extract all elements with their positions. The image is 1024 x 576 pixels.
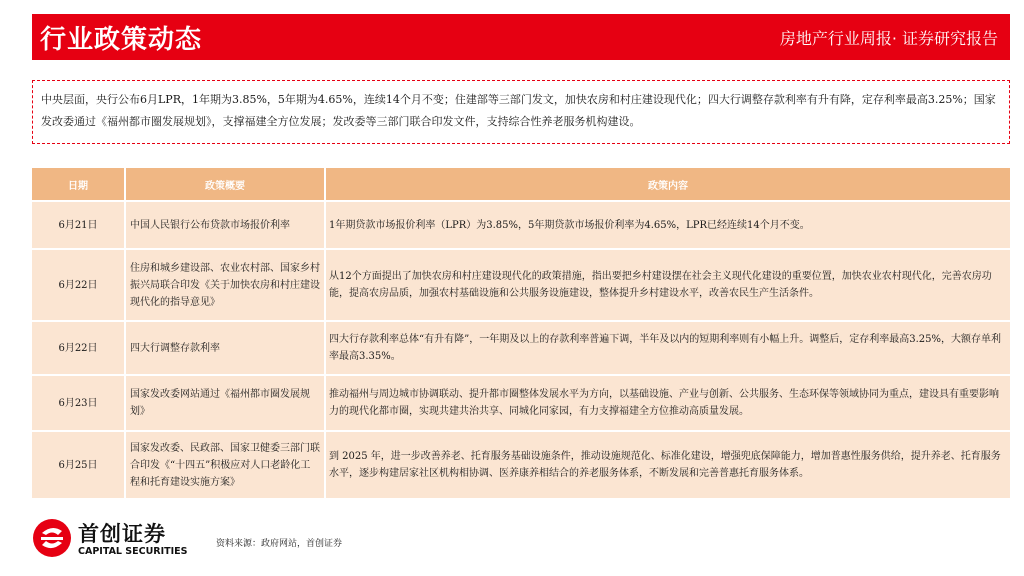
row-summary: 国家发改委网站通过《福州都市圈发展规划》 xyxy=(126,376,326,430)
page-title: 行业政策动态 xyxy=(40,24,203,55)
row-summary: 住房和城乡建设部、农业农村部、国家乡村振兴局联合印发《关于加快农房和村庄建设现代化的指导意见》 xyxy=(126,250,326,320)
row-content: 到 2025 年，进一步改善养老、托育服务基础设施条件，推动设施规范化、标准化建设，增强兜底保障能力，增加普惠性服务供给，提升养老、托育服务水平，逐步构建居家社区机构相协调、医养康养相结合的养老服务体系，不断发展和完善普惠托育服务体系。 xyxy=(326,432,1010,498)
row-content: 1年期贷款市场报价利率（LPR）为3.85%，5年期贷款市场报价利率为4.65%，LPR已经连续14个月不变。 xyxy=(326,202,1010,248)
footer xyxy=(28,514,528,562)
source-note: 资料来源：政府网站，首创证券 xyxy=(216,539,343,549)
row-content: 四大行存款利率总体“有升有降”，一年期及以上的存款利率普遍下调，半年及以内的短期利率则有小幅上升。调整后，定存利率最高3.25%，大额存单利率最高3.35%。 xyxy=(326,322,1010,374)
summary-text: 中央层面，央行公布6月LPR，1年期为3.85%，5年期为4.65%，连续14个月不变；住建部等三部门发文，加快农房和村庄建设现代化；四大行调整存款利率有升有降，定存利率最高3.25%；国家发改委通过《福州都市圈发展规划》，支撑福建全方位发展；发改委等三部门联合印发文件，支持综合性养老服务机构建设。 xyxy=(41,93,996,128)
logo-english-name: CAPITAL SECURITIES xyxy=(78,546,188,557)
table-row xyxy=(32,376,1010,430)
row-summary: 四大行调整存款利率 xyxy=(126,322,326,374)
table-row xyxy=(32,432,1010,498)
header-date: 日期 xyxy=(32,168,126,200)
row-summary: 中国人民银行公布贷款市场报价利率 xyxy=(126,202,326,248)
header-content: 政策内容 xyxy=(326,168,1010,200)
table-row xyxy=(32,322,1010,374)
table-row xyxy=(32,202,1010,248)
page-header xyxy=(32,14,1010,60)
summary-box xyxy=(32,80,1010,144)
row-summary: 国家发改委、民政部、国家卫健委三部门联合印发《“十四五”积极应对人口老龄化工程和托育建设实施方案》 xyxy=(126,432,326,498)
row-date: 6月22日 xyxy=(32,250,126,320)
report-subtitle: 房地产行业周报· 证券研究报告 xyxy=(779,28,998,48)
row-date: 6月21日 xyxy=(32,202,126,248)
policy-table xyxy=(32,166,1010,500)
table-row xyxy=(32,250,1010,320)
row-date: 6月22日 xyxy=(32,322,126,374)
row-date: 6月25日 xyxy=(32,432,126,498)
header-summary: 政策概要 xyxy=(126,168,326,200)
capital-securities-logo-icon xyxy=(32,518,72,558)
logo-chinese-name: 首创证券 xyxy=(78,522,166,546)
table-header-row xyxy=(32,168,1010,200)
row-content: 从12个方面提出了加快农房和村庄建设现代化的政策措施，指出要把乡村建设摆在社会主义现代化建设的重要位置，加快农业农村现代化，完善农房功能，提高农房品质，加强农村基础设施和公共服务设施建设，整体提升乡村建设水平，改善农民生产生活条件。 xyxy=(326,250,1010,320)
row-date: 6月23日 xyxy=(32,376,126,430)
row-content: 推动福州与周边城市协调联动、提升都市圈整体发展水平为方向，以基础设施、产业与创新、公共服务、生态环保等领域协同为重点，建设具有重要影响力的现代化都市圈，实现共建共治共享、同城化同家园，有力支撑福建全方位推动高质量发展。 xyxy=(326,376,1010,430)
